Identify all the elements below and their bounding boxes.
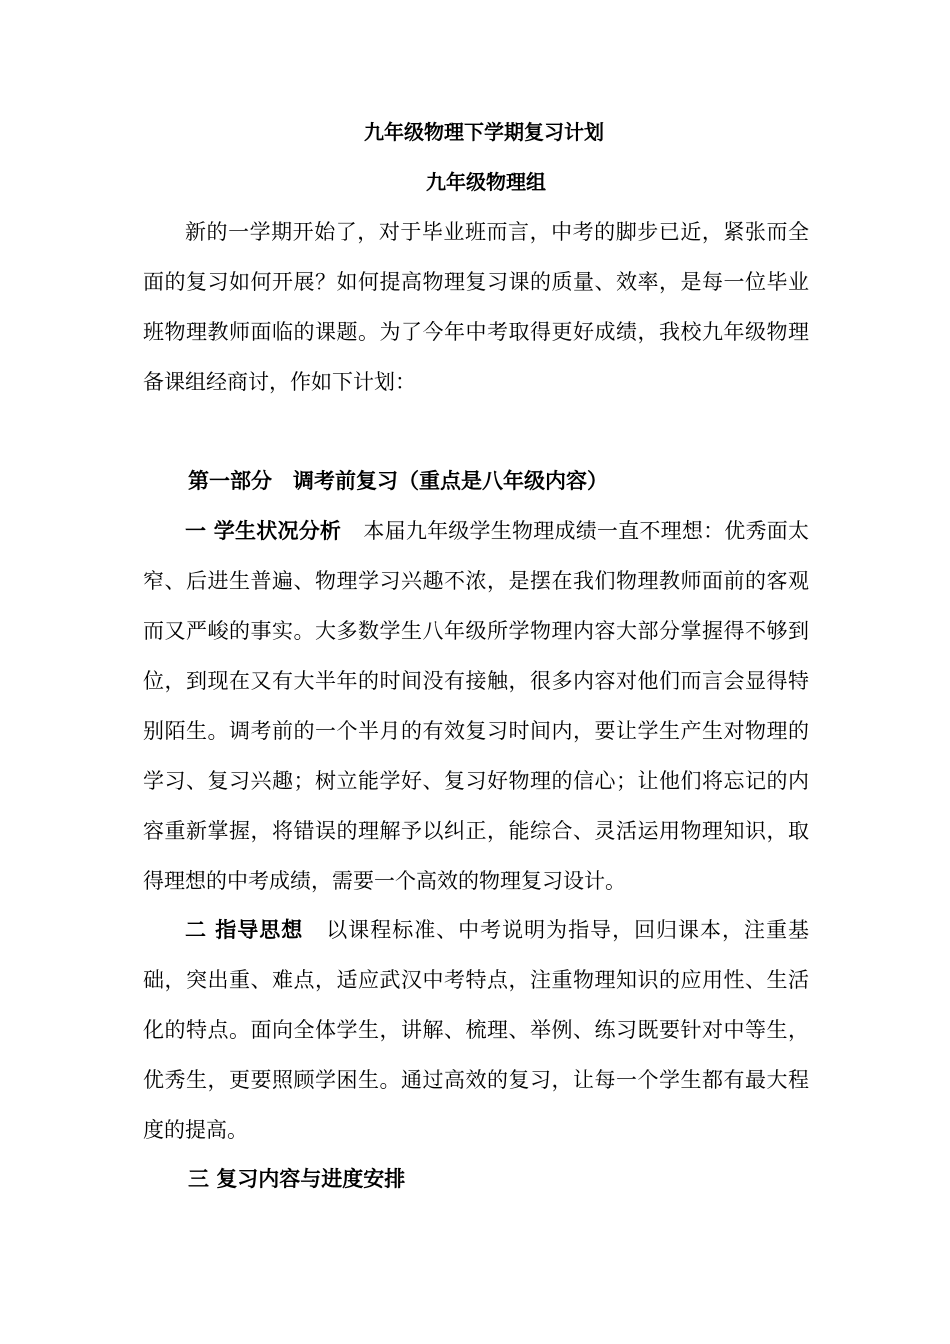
document-subtitle: 九年级物理组 — [426, 170, 546, 194]
section1-heading: 一 学生状况分析 — [185, 519, 342, 543]
intro-paragraph: 新的一学期开始了，对于毕业班而言，中考的脚步已近，紧张而全面的复习如何开展？如何提高物理复习课的质量、效率，是每一位毕业班物理教师面临的课题。为了今年中考取得更好成绩，我校九年级物理备课组经商讨，作如下计划： — [143, 220, 809, 394]
section1-paragraph — [143, 506, 809, 906]
section2-paragraph — [143, 905, 809, 1155]
section2-body: 以课程标准、中考说明为指导，回归课本，注重基础，突出重、难点，适应武汉中考特点，注重物理知识的应用性、生活化的特点。面向全体学生，讲解、梳理、举例、练习既要针对中等生，优秀生，更要照顾学困生。通过高效的复习，让每一个学生都有最大程度的提高。 — [143, 918, 810, 1142]
section3-heading: 三 复习内容与进度安排 — [188, 1167, 406, 1191]
part1-heading: 第一部分 调考前复习（重点是八年级内容） — [188, 469, 608, 493]
section1-body: 本届九年级学生物理成绩一直不理想：优秀面太窄、后进生普遍、物理学习兴趣不浓，是摆在我们物理教师面前的客观而又严峻的事实。大多数学生八年级所学物理内容大部分掌握得不够到位，到现在又有大半年的时间没有接触，很多内容对他们而言会显得特别陌生。调考前的一个半月的有效复习时间内，要让学生产生对物理的学习、复习兴趣；树立能学好、复习好物理的信心；让他们将忘记的内容重新掌握，将错误的理解予以纠正，能综合、灵活运用物理知识，取得理想的中考成绩，需要一个高效的物理复习设计。 — [143, 519, 809, 893]
document-title: 九年级物理下学期复习计划 — [364, 120, 604, 144]
section2-heading: 二 指导思想 — [185, 918, 304, 942]
